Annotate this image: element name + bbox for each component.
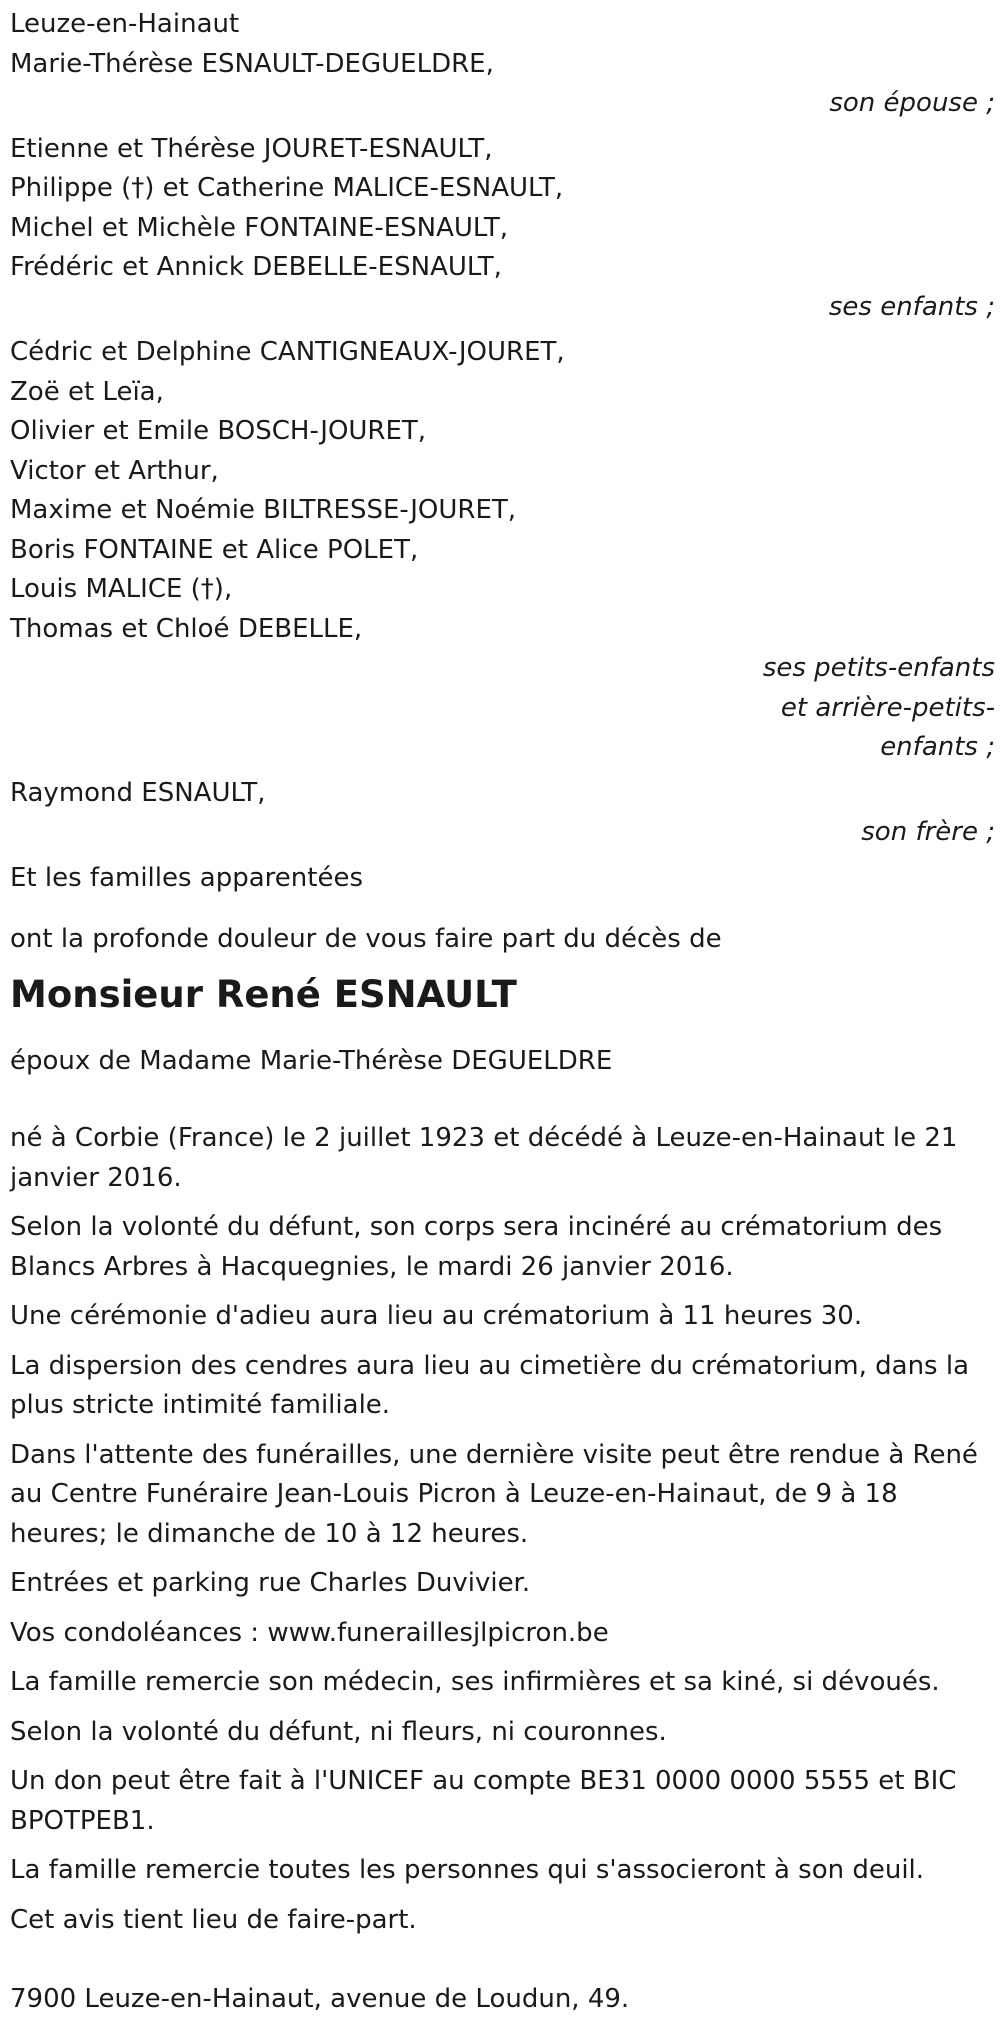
paragraph-notice: Cet avis tient lieu de faire-part. (10, 1904, 417, 1935)
spouse-line: époux de Madame Marie-Thérèse DEGUELDRE (10, 1045, 613, 1076)
relation-label: et arrière-petits- (780, 692, 995, 723)
relation-label: ses petits-enfants (762, 653, 995, 683)
paragraph-ceremony: Une cérémonie d'adieu aura lieu au crématorium à 11 heures 30. (10, 1301, 863, 1331)
address-line: 7900 Leuze-en-Hainaut, avenue de Loudun, 49. (10, 1984, 630, 2014)
paragraph-cremation: Selon la volonté du défunt, son corps sera incinéré au crématorium des Blancs Arbres à Hacquegnies, le mardi 26 janvier 2016. (10, 1212, 943, 1282)
family-name-line: Victor et Arthur, (10, 455, 219, 486)
family-name-line: Louis MALICE (†), (10, 574, 233, 604)
paragraph-condolences: Vos condoléances : www.funeraillesjlpicron.be (10, 1617, 609, 1648)
location-line: Leuze-en-Hainaut (10, 9, 240, 39)
family-group-grandchildren (10, 333, 1000, 768)
family-name-line: Raymond ESNAULT, (10, 777, 266, 808)
family-name-line: Boris FONTAINE et Alice POLET, (10, 534, 419, 565)
announcement-line: ont la profonde douleur de vous faire part du décès de (10, 924, 722, 954)
paragraph-birth-death: né à Corbie (France) le 2 juillet 1923 et décédé à Leuze-en-Hainaut le 21 janvier 2016. (10, 1123, 958, 1193)
paragraph-thanks-all: La famille remercie toutes les personnes qui s'associeront à son deuil. (10, 1855, 925, 1885)
family-name-line: Marie-Thérèse ESNAULT-DEGUELDRE, (10, 48, 494, 79)
family-group-children (10, 130, 1000, 328)
paragraph-visit: Dans l'attente des funérailles, une dernière visite peut être rendue à René au Centre Funéraire Jean-Louis Picron à Leuze-en-Hainaut, de 9 à 18 heures; le dimanche de 10 à 12 heures. (10, 1439, 978, 1549)
family-name-line: Thomas et Chloé DEBELLE, (10, 613, 363, 644)
family-name-line: Philippe (†) et Catherine MALICE-ESNAULT, (10, 173, 564, 203)
relation-label: son frère ; (861, 817, 995, 847)
family-group-spouse (10, 45, 1000, 124)
family-name-line: Zoë et Leïa, (10, 376, 164, 407)
family-name-line: Cédric et Delphine CANTIGNEAUX-JOURET, (10, 337, 565, 367)
relation-label: ses enfants ; (828, 291, 995, 322)
family-name-line: Michel et Michèle FONTAINE-ESNAULT, (10, 212, 508, 243)
relation-label: son épouse ; (829, 88, 995, 118)
families-line: Et les familles apparentées (10, 862, 364, 893)
relation-label: enfants ; (880, 732, 995, 762)
paragraph-parking: Entrées et parking rue Charles Duvivier. (10, 1568, 531, 1598)
paragraph-donation: Un don peut être fait à l'UNICEF au compte BE31 0000 0000 5555 et BIC BPOTPEB1. (10, 1766, 957, 1836)
family-name-line: Olivier et Emile BOSCH-JOURET, (10, 416, 427, 446)
paragraph-no-flowers: Selon la volonté du défunt, ni fleurs, ni couronnes. (10, 1716, 667, 1747)
family-group-brother (10, 774, 1000, 853)
family-name-line: Etienne et Thérèse JOURET-ESNAULT, (10, 133, 493, 164)
paragraph-thanks-medical: La famille remercie son médecin, ses infirmières et sa kiné, si dévoués. (10, 1667, 940, 1697)
family-name-line: Frédéric et Annick DEBELLE-ESNAULT, (10, 252, 502, 282)
paragraph-ashes: La dispersion des cendres aura lieu au cimetière du crématorium, dans la plus stricte intimité familiale. (10, 1350, 970, 1420)
family-name-line: Maxime et Noémie BILTRESSE-JOURET, (10, 495, 517, 525)
deceased-name: Monsieur René ESNAULT (10, 972, 517, 1016)
